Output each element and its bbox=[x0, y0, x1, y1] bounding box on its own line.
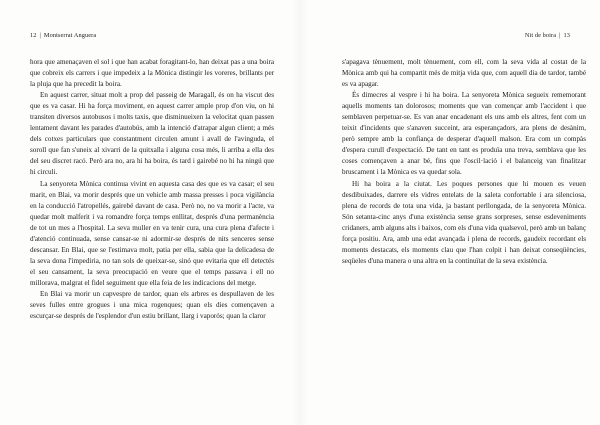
right-text-block bbox=[342, 57, 586, 267]
right-paragraph: És dimecres al vespre i hi ha boira. La senyoreta Mònica segueix rememorant aquells moments tan dolorosos; moments que van començar amb l'accident i que semblaven perpetuar-se. Es van anar encadenant els uns amb els altres, fent com un teixit d'incidents que s'anaven succeint, ara esperançadors, ara plens de desànim, però sempre amb la confiança de desperar d'aquell malson. Era com un compàs d'espera curull d'expectació. De tant en tant es produïa una treva, semblava que les coses començaven a anar bé, fins que l'oscil·lació i el balanceig van finalitzar bruscament i la Mònica es va quedar sola. bbox=[342, 91, 586, 177]
right-running-head bbox=[525, 32, 570, 39]
left-text-block bbox=[30, 57, 274, 322]
left-paragraph: En Blai va morir un capvespre de tardor, quan els arbres es despullaven de les seves fulles entre grogues i una mica rogenques; quan els dies començaven a escurçar-se després de l'esplendor d'un estiu brillant, llarg i vaporós; quan la claror bbox=[30, 289, 274, 321]
left-header-separator: | bbox=[39, 32, 41, 39]
left-paragraph: La senyoreta Mònica continua vivint en aquesta casa des que es va casar; el seu marit, en Blai, va morir després que un vehicle amb massa presses i poca vigilància en la conducció l'atropellés, gairebé davant de casa. Però no, no va morir a l'acte, va quedar molt malferit i va romandre força temps enllitat, després d'una permanència de tot un mes a l'hospital. La seva muller en va tenir cura, una cura plena d'afecte i d'atenció continuada, sense cansar-se ni adormir-se després de nits senceres sense descansar. En Blai, que se l'estimava molt, patia per ella, sabia que la delicadesa de la seva dona l'impediria, no tan sols de queixar-se, sinó que evitaria que ell detectés el seu cansament, la seva preocupació en veure que el temps passava i ell no millorava, malgrat el fidel seguiment que ella feia de les indicacions del metge. bbox=[30, 179, 274, 287]
left-paragraph: hora que amenaçaven el sol i que han acabat foragitant-lo, han deixat pas a una boira que cobreix els carrers i que impedeix a la Mònica distingir les voreres, brillants per la pluja que ha precedit la boira. bbox=[30, 58, 274, 89]
left-page-number: 12 bbox=[30, 32, 37, 39]
book-title: Nit de boira bbox=[524, 32, 557, 39]
right-page bbox=[300, 0, 600, 425]
author-name: Montserrat Anguera bbox=[43, 32, 97, 39]
right-header-separator: | bbox=[559, 32, 561, 39]
right-paragraph: s'apagava tènuement, molt tènuement, com ell, com la seva vida al costat de la Mònica amb qui ha compartit més de mitja vida que, com aquell dia de tardor, també es va apagar. bbox=[342, 58, 586, 89]
right-paragraph: Hi ha boira a la ciutat. Les poques persones que hi mouen es veuen desdibuixades, darrere els vidres entelats de la saleta confortable i ara silenciosa, plena de records de tota una vida, ja bastant perllongada, de la senyoreta Mònica. Són setanta-cinc anys d'una existència sense grans sorpreses, sense esdeveniments cridaners, amb alguns alts i baixos, com els d'una vida qualsevol, però amb un balanç força positiu. Ara, amb una edat avançada i plena de records, gaudeix recordant els moments destacats, els moments clau que l'han colpit i han deixat conseqüències, seqüeles d'una manera o una altra en la continuïtat de la seva existència. bbox=[342, 179, 586, 265]
left-paragraph: En aquest carrer, situat molt a prop del passeig de Maragall, és on ha viscut des que es va casar. Hi ha força moviment, en aquest carrer ample prop d'on viu, on hi transiten diversos autobusos i molts taxis, que disminueixen la velocitat quan passen lentament davant les parades d'autobús, amb la intenció d'atrapar algun client; a més dels cotxes particulars que constantment circulen amunt i avall de l'avinguda, el soroll que fan s'uneix al xivarri de la quitxalla i alguna cosa més, li arriba a ella des del seu discret racó. Però ara no, ara hi ha boira, és tard i gairebé no hi ha ningú que hi circuli. bbox=[30, 91, 274, 177]
right-page-number: 13 bbox=[563, 32, 570, 39]
left-running-head bbox=[30, 32, 96, 39]
